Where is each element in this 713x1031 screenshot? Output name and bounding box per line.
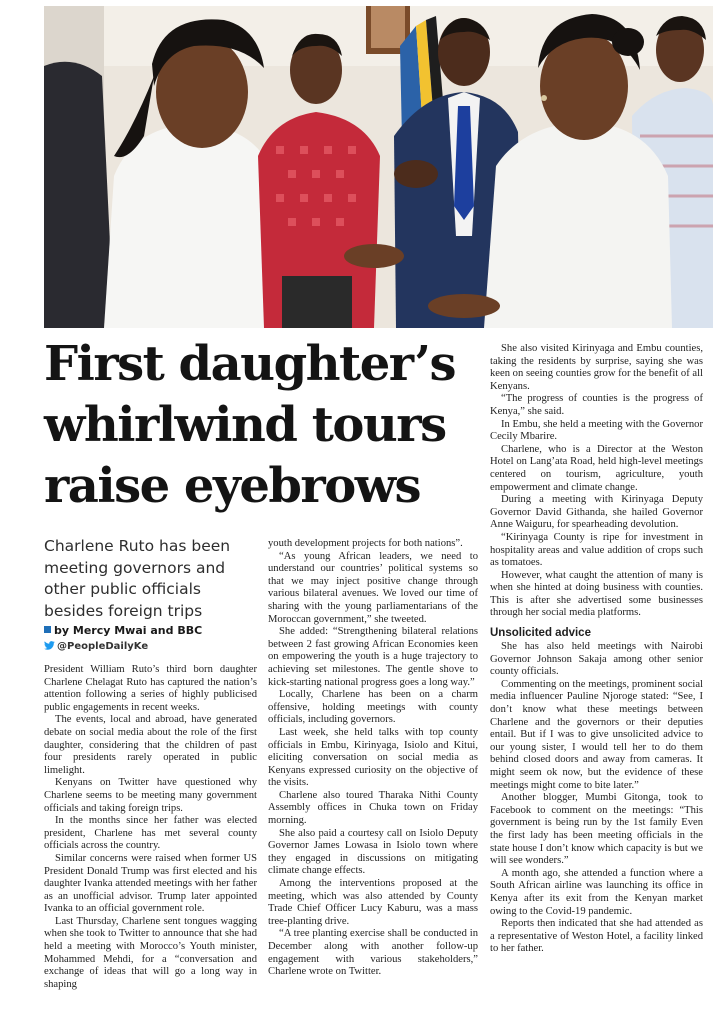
- byline-text: by Mercy Mwai and BBC: [54, 624, 203, 637]
- standfirst-line: other public officials: [44, 580, 201, 598]
- headline-line: First daughter’s: [44, 336, 456, 392]
- byline: [44, 624, 258, 638]
- paragraph: In Embu, she held a meeting with the Governor Cecily Mbarire.: [490, 418, 703, 443]
- paragraph: Locally, Charlene has been on a charm offensive, holding meetings with county officials, including governors.: [268, 689, 478, 726]
- paragraph: “Kirinyaga County is ripe for investment in hospitality areas and value addition of crops such as tomatoes.: [490, 531, 703, 569]
- headline-line: whirlwind tours: [44, 397, 446, 453]
- paragraph: “As young African leaders, we need to understand our countries’ political systems so that we may inject positive change through various bilateral avenues. We loved our time of sharing with the young parliamentarians of the Moroccan government,” she tweeted.: [268, 550, 478, 625]
- headline-line: raise eyebrows: [44, 458, 421, 514]
- standfirst-line: Charlene Ruto has been: [44, 537, 231, 555]
- twitter-handle: [44, 640, 258, 653]
- paragraph: She has also held meetings with Nairobi Governor Johnson Sakaja among other senior county officials.: [490, 641, 703, 678]
- paragraph: In the months since her father was elected president, Charlene has met several county officials across the country.: [44, 815, 257, 852]
- paragraph: Charlene, who is a Director at the Weston Hotel on Lang’ata Road, held high-level meetings centered on tourism, agriculture, youth empowerment and climate change.: [490, 443, 703, 493]
- paragraph: During a meeting with Kirinyaga Deputy Governor David Githanda, she hailed Governor Anne Waiguru, for spearheading devolution.: [490, 494, 703, 531]
- paragraph: Among the interventions proposed at the meeting, which was also attended by County Trade Chief Officer Lucy Kaburu, was a mass tree-planting drive.: [268, 878, 478, 927]
- body-column-3: [490, 343, 703, 956]
- subheading: Unsolicited advice: [490, 627, 591, 640]
- paragraph: Commenting on the meetings, prominent social media influencer Pauline Njoroge stated: “See, I don’t know what these meetings between Charlene and the governors or their deputies entail. But if I was to give unsolicited advice to our young sister, I would tell her to do them behind closed doors and away from cameras. It might seem ok now, but the evidence of these meetings might come to bite later.”: [490, 678, 703, 791]
- photo-illustration: [44, 6, 713, 328]
- standfirst-line: besides foreign trips: [44, 601, 203, 620]
- paragraph: Similar concerns were raised when former US President Donald Trump was first elected and his daughter Ivanka attended meetings with her father as an unofficial advisor. Trump later appointed Ivanka to an official government role.: [44, 852, 257, 915]
- paragraph: Last week, she held talks with top county officials in Embu, Kirinyaga, Isiolo and Kitui, eliciting conversation on social media as Kenyans expressed curiosity on the objective of the visits.: [268, 726, 478, 789]
- paragraph: “A tree planting exercise shall be conducted in December along with another follow-up engagement with various stakeholders,” Charlene wrote on Twitter.: [268, 928, 478, 978]
- standfirst: [44, 536, 256, 622]
- paragraph: A month ago, she attended a function where a South African airline was launching its office in Kenya after its exit from the Kenyan market owing to the Covid-19 pandemic.: [490, 867, 703, 917]
- body-column-2: [268, 538, 478, 979]
- news-photo: [44, 6, 713, 328]
- standfirst-line: meeting governors and: [44, 558, 226, 577]
- paragraph: “The progress of counties is the progress of Kenya,” she said.: [490, 393, 703, 417]
- paragraph: President William Ruto’s third born daughter Charlene Chelagat Ruto has captured the nation’s attention following a series of highly publicised public engagements in recent weeks.: [44, 664, 257, 713]
- paragraph: Another blogger, Mumbi Gitonga, took to Facebook to comment on the meetings: “This government is being run by the 1st family Even the first lady has been meeting officials in the state house I don’t know which capacity is but we will see wonders.”: [490, 792, 703, 867]
- paragraph: Last Thursday, Charlene sent tongues wagging when she took to Twitter to announce that she had held a meeting with Morocco’s Youth minister, Mohammed Mehdi, for a “conversation and exchange of ideas that will go a long way in shaping: [44, 915, 257, 990]
- paragraph: She also paid a courtesy call on Isiolo Deputy Governor James Lowasa in Isiolo town where they engaged in discussions on mitigating climate change effects.: [268, 827, 478, 877]
- twitter-handle-text: @PeopleDailyKe: [57, 641, 149, 652]
- paragraph: However, what caught the attention of many is when she hinted at doing business with counties. This is after she advertised some businesses through her social media platforms.: [490, 569, 703, 619]
- paragraph: The events, local and abroad, have generated debate on social media about the role of the first daughter, considering that the children of past four presidents rarely operated in public limelight.: [44, 714, 257, 776]
- byline-square-icon: [44, 626, 51, 633]
- paragraph-continued: youth development projects for both nations”.: [268, 538, 463, 549]
- paragraph: Charlene also toured Tharaka Nithi County Assembly offices in Chuka town on Friday morning.: [268, 789, 478, 827]
- body-column-1: [44, 664, 257, 991]
- paragraph: Reports then indicated that she had attended as a representative of Weston Hotel, a facility linked to her father.: [490, 918, 703, 955]
- paragraph: Kenyans on Twitter have questioned why Charlene seems to be meeting many government officials and taking foreign trips.: [44, 777, 257, 814]
- paragraph: She also visited Kirinyaga and Embu counties, taking the residents by surprise, saying she was keen on seeing counties grow for the benefit of all Kenyans.: [490, 343, 703, 392]
- twitter-bird-icon: [44, 641, 55, 650]
- headline: [44, 334, 484, 517]
- paragraph: She added: “Strengthening bilateral relations between 2 fast growing African Economies keen on empowering the youth is a huge trajectory to achieving set milestones. The gentle shove to kick-starting national progress goes a long way.”: [268, 626, 478, 688]
